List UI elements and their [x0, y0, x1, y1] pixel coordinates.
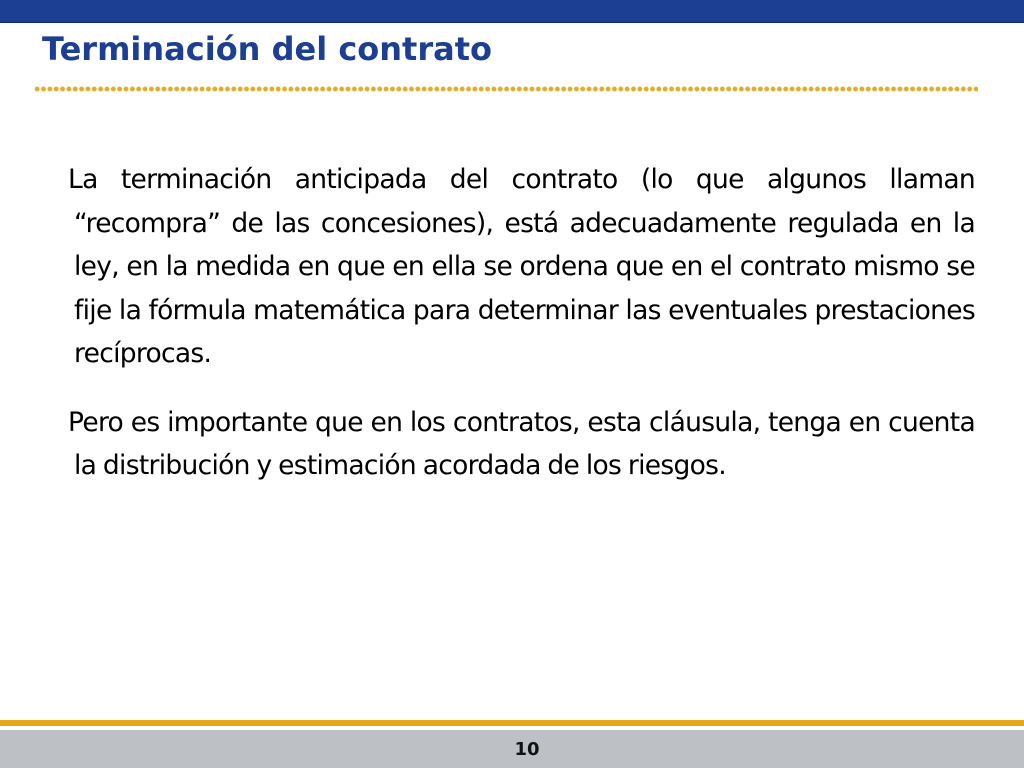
slide-title: Terminación del contrato — [42, 30, 492, 68]
slide-body — [68, 158, 975, 488]
body-paragraph: Pero es importante que en los contratos, esta cláusula, tenga en cuenta la distribución y estimación acordada de los riesgos. — [68, 406, 975, 481]
body-paragraph: La terminación anticipada del contrato (lo que algunos llaman “recompra” de las concesiones), está adecuadamente regulada en la ley, en la medida en que en ella se ordena que en el contrato mismo se fije la fórmula matemática para determinar las eventuales prestaciones recíprocas. — [68, 164, 975, 369]
page-number: 10 — [514, 739, 540, 760]
header-bar — [0, 0, 1024, 23]
dotted-divider — [34, 86, 978, 92]
